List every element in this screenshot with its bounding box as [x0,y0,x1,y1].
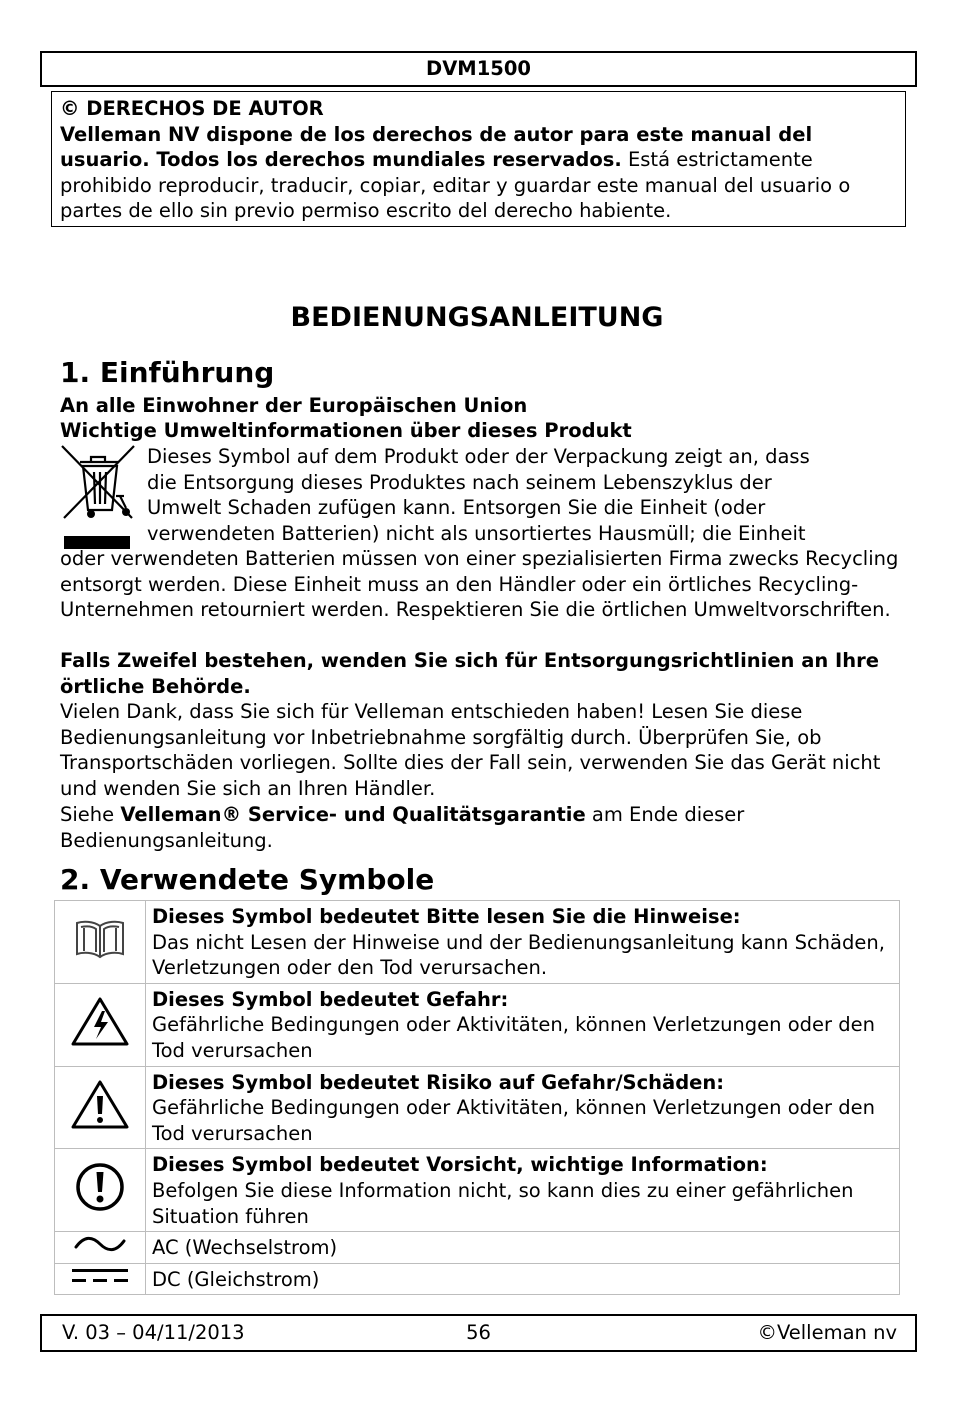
symbol-description [146,983,900,1066]
symbol-description [146,1232,900,1264]
table-row [55,1232,900,1264]
warranty-bold: Velleman® Service- und Qualitätsgarantie [120,803,586,826]
copyright-body [60,122,905,224]
warranty-suffix: am Ende dieser Bedienungsanleitung. [60,803,745,852]
table-row [55,983,900,1066]
symbol-description [146,901,900,984]
symbol-text: Gefährliche Bedingungen oder Aktivitäten, können Verletzungen oder den Tod verursachen [152,1096,875,1145]
warning-icon [69,1078,131,1130]
symbol-title: Dieses Symbol bedeutet Risiko auf Gefahr/Schäden: [152,1070,725,1094]
section1-heading: 1. Einführung [60,356,275,389]
icon-cell [55,1232,146,1264]
icon-cell [55,1263,146,1295]
version-date: V. 03 – 04/11/2013 [62,1321,245,1344]
icon-cell [55,901,146,984]
footer-copyright: ©Velleman nv [757,1321,897,1344]
table-row [55,1066,900,1149]
weee-line: Umwelt Schaden zufügen kann. Entsorgen Sie die Einheit (oder [147,496,766,520]
icon-cell [55,1066,146,1149]
book-icon [73,918,127,960]
disposal-notice: Falls Zweifel bestehen, wenden Sie sich für Entsorgungsrichtlinien an Ihre örtliche Behörde. [60,649,880,698]
icon-cell [55,1149,146,1232]
dc-icon [70,1266,130,1286]
weee-line: verwendeten Batterien) nicht als unsortiertes Hausmüll; die Einheit [147,521,806,545]
weee-description [147,444,907,546]
model-name: DVM1500 [426,57,531,80]
symbol-title: Dieses Symbol bedeutet Bitte lesen Sie die Hinweise: [152,905,741,928]
main-title: BEDIENUNGSANLEITUNG [290,302,664,333]
symbol-text: Das nicht Lesen der Hinweise und der Bedienungsanleitung kann Schäden, Verletzungen oder den Tod verursachen. [152,930,885,980]
symbols-table [54,900,900,1295]
symbol-description [146,1149,900,1232]
weee-line: Dieses Symbol auf dem Produkt oder der Verpackung zeigt an, dass [147,445,810,468]
thanks-paragraph: Vielen Dank, dass Sie sich für Velleman entschieden haben! Lesen Sie diese Bedienungsanleitung vor Inbetriebnahme sorgfältig durch. Überprüfen Sie, ob Transportschäden vorliegen. Sollte dies der Fall sein, verwenden Sie das Gerät nicht und wenden Sie sich an Ihren Händler. [60,700,881,800]
weee-continued-text: oder verwendeten Batterien müssen von einer spezialisierten Firma zwecks Recycling entsorgt werden. Diese Einheit muss an den Händler oder ein örtliches Recycling-Unternehmen retourniert werden. Respektieren Sie die örtlichen Umweltvorschriften. [60,547,899,622]
symbol-title: Dieses Symbol bedeutet Vorsicht, wichtige Information: [152,1153,768,1177]
caution-icon [74,1161,126,1213]
page-number: 56 [466,1321,491,1344]
ac-icon [72,1234,128,1254]
table-row [55,1149,900,1232]
symbol-text: Befolgen Sie diese Information nicht, so kann dies zu einer gefährlichen Situation führen [152,1178,854,1228]
section2-heading: 2. Verwendete Symbole [60,863,435,896]
high-voltage-icon [69,995,131,1047]
table-row [55,901,900,984]
copyright-title: © DERECHOS DE AUTOR [60,97,324,120]
copyright-bold-text: Velleman NV dispone de los derechos de autor para este manual del usuario. Todos los derechos mundiales reservados. [60,122,813,171]
copyright-normal-text: Está estrictamente prohibido reproducir, traducir, copiar, editar y guardar este manual del usuario o partes de ello sin previo permiso escrito del derecho habiente. [60,148,851,222]
document-footer [40,1314,917,1352]
warranty-reference [60,802,910,853]
icon-cell [55,983,146,1066]
symbol-text: DC (Gleichstrom) [152,1267,320,1291]
weee-line: die Entsorgung dieses Produktes nach seinem Lebenszyklus der [147,470,772,494]
table-row [55,1263,900,1295]
section1-subheading-2: Wichtige Umweltinformationen über dieses Produkt [60,419,632,442]
document-header [40,51,917,87]
symbol-description [146,1066,900,1149]
symbol-description [146,1263,900,1295]
copyright-notice [51,91,906,227]
weee-bin-icon [60,444,136,552]
symbol-text: Gefährliche Bedingungen oder Aktivitäten, können Verletzungen oder den Tod verursachen [152,1013,875,1062]
section1-subheading-1: An alle Einwohner der Europäischen Union [60,394,528,417]
warranty-prefix: Siehe [60,803,121,826]
symbol-text: AC (Wechselstrom) [152,1236,338,1260]
symbol-title: Dieses Symbol bedeutet Gefahr: [152,987,509,1011]
